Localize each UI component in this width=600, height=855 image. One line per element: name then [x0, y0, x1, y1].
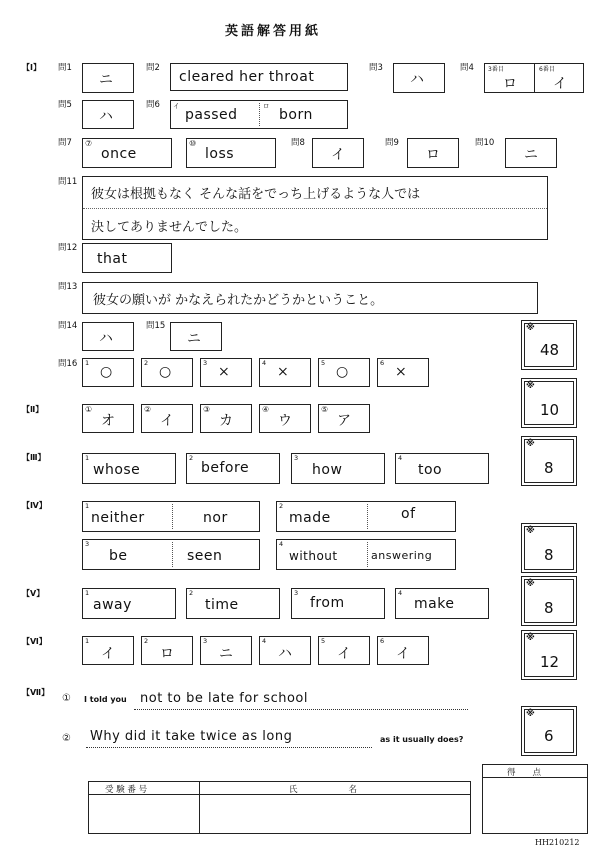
q8-answer: イ — [331, 147, 345, 163]
s2-answer-5: ア — [337, 413, 351, 429]
s6-answer-6: イ — [396, 646, 410, 662]
q2-answer-box[interactable] — [170, 63, 348, 91]
s6-answer-3: ニ — [219, 646, 233, 662]
section-5-label: 【Ⅴ】 — [22, 589, 45, 598]
s6-num-6: 6 — [380, 637, 385, 645]
s2-num-5: ⑤ — [321, 405, 329, 414]
total-score-header: 得 点 — [507, 768, 542, 778]
q16-answer-2: ○ — [159, 364, 172, 380]
score-value-5: 8 — [544, 599, 554, 617]
s7-answer-1: not to be late for school — [140, 691, 308, 706]
score-box-5[interactable] — [521, 576, 577, 626]
score-mark-5: ※ — [526, 579, 535, 589]
exam-number-header: 受 験 番 号 — [105, 785, 148, 795]
score-value-7: 6 — [544, 727, 554, 745]
s2-answer-box-5[interactable] — [318, 404, 370, 433]
q7-answer-1: once — [101, 146, 137, 162]
q6-num-2: ロ — [263, 102, 270, 110]
s5-answer-box-1[interactable] — [82, 588, 176, 619]
q8-answer-box[interactable] — [312, 138, 364, 168]
q7-num-1: ⑦ — [85, 139, 93, 148]
s5-answer-box-2[interactable] — [186, 588, 280, 619]
s4-answer-box-3[interactable] — [82, 539, 260, 570]
s2-num-2: ② — [144, 405, 152, 414]
s2-answer-box-2[interactable] — [141, 404, 193, 433]
s3-answer-1: whose — [93, 462, 141, 478]
q16-num-4: 4 — [262, 359, 267, 367]
score-box-2[interactable] — [521, 378, 577, 428]
q8-label: 問8 — [291, 138, 305, 148]
s5-num-3: 3 — [294, 589, 299, 597]
s6-answer-box-4[interactable] — [259, 636, 311, 665]
q1-answer: ニ — [99, 72, 113, 88]
s5-num-2: 2 — [189, 589, 194, 597]
s2-answer-3: カ — [219, 413, 233, 429]
q14-answer: ハ — [99, 331, 113, 347]
q2-answer: cleared her throat — [179, 69, 315, 85]
s3-answer-3: how — [312, 462, 343, 478]
s2-num-1: ① — [85, 405, 93, 414]
q11-line-1: 彼女は根拠もなく そんな話をでっち上げるような人では — [91, 187, 421, 202]
s2-num-3: ③ — [203, 405, 211, 414]
q16-answer-box-4[interactable] — [259, 358, 311, 387]
s6-answer-1: イ — [101, 646, 115, 662]
q11-label: 問11 — [58, 177, 78, 187]
score-box-3[interactable] — [521, 436, 577, 486]
name-field[interactable] — [200, 794, 470, 834]
q11-answer-box[interactable] — [82, 176, 548, 240]
q13-answer: 彼女の願いが かなえられたかどうかということ。 — [93, 293, 384, 308]
q2-label: 問2 — [146, 63, 160, 73]
q9-answer-box[interactable] — [407, 138, 459, 168]
q16-answer-4: × — [277, 364, 289, 380]
score-mark-6: ※ — [526, 633, 535, 643]
s3-num-2: 2 — [189, 454, 194, 462]
q12-answer: that — [97, 251, 128, 267]
s6-num-5: 5 — [321, 637, 326, 645]
q6-answer-1: passed — [185, 107, 238, 123]
q6-answer-box[interactable] — [170, 100, 348, 129]
q16-answer-box-6[interactable] — [377, 358, 429, 387]
score-box-1[interactable] — [521, 320, 577, 370]
q16-num-5: 5 — [321, 359, 326, 367]
q7-label: 問7 — [58, 138, 72, 148]
q16-answer-box-5[interactable] — [318, 358, 370, 387]
s5-num-4: 4 — [398, 589, 403, 597]
section-4-label: 【Ⅳ】 — [22, 501, 47, 510]
q12-label: 問12 — [58, 243, 78, 253]
q15-label: 問15 — [146, 321, 166, 331]
s2-answer-4: ウ — [278, 413, 292, 429]
s3-num-1: 1 — [85, 454, 90, 462]
s7-prefix-1: I told you — [84, 695, 127, 704]
q16-answer-5: ○ — [336, 364, 349, 380]
q1-label: 問1 — [58, 63, 72, 73]
q4-answer-2: イ — [553, 76, 567, 92]
s3-answer-box-3[interactable] — [291, 453, 385, 484]
s6-num-3: 3 — [203, 637, 208, 645]
q16-answer-3: × — [218, 364, 230, 380]
s3-answer-4: too — [418, 462, 443, 478]
section-6-label: 【Ⅵ】 — [22, 637, 47, 646]
s6-num-2: 2 — [144, 637, 149, 645]
q6-label: 問6 — [146, 100, 160, 110]
s7-answer-2: Why did it take twice as long — [90, 729, 293, 744]
s6-num-1: 1 — [85, 637, 90, 645]
s6-answer-4: ハ — [278, 646, 292, 662]
q13-answer-box[interactable] — [82, 282, 538, 314]
q15-answer-box[interactable] — [170, 322, 222, 351]
score-value-4: 8 — [544, 546, 554, 564]
s4-answer-1b: nor — [203, 510, 228, 526]
section-1-label: 【Ⅰ】 — [22, 63, 41, 72]
score-value-2: 10 — [540, 401, 560, 419]
s4-num-1: 1 — [85, 502, 90, 510]
score-mark-7: ※ — [526, 709, 535, 719]
s4-answer-1a: neither — [91, 510, 145, 526]
q3-answer: ハ — [410, 72, 424, 88]
s4-answer-2a: made — [289, 510, 331, 526]
total-score-box[interactable] — [482, 764, 588, 834]
s3-answer-2: before — [201, 460, 250, 476]
q14-answer-box[interactable] — [82, 322, 134, 351]
q7-answer-box-1[interactable] — [82, 138, 172, 168]
q16-num-1: 1 — [85, 359, 90, 367]
s6-answer-box-6[interactable] — [377, 636, 429, 665]
score-mark-2: ※ — [526, 381, 535, 391]
q7-answer-box-2[interactable] — [186, 138, 276, 168]
s4-num-4: 4 — [279, 540, 284, 548]
s2-answer-box-3[interactable] — [200, 404, 252, 433]
s6-answer-box-3[interactable] — [200, 636, 252, 665]
q5-answer-box[interactable] — [82, 100, 134, 129]
q10-answer: ニ — [524, 147, 538, 163]
s4-answer-3a: be — [109, 548, 128, 564]
s5-answer-box-4[interactable] — [395, 588, 489, 619]
s5-answer-4: make — [414, 596, 455, 612]
s7-answer-line-2[interactable] — [86, 747, 372, 748]
q7-answer-2: loss — [205, 146, 235, 162]
s2-num-4: ④ — [262, 405, 270, 414]
q12-answer-box[interactable] — [82, 243, 172, 273]
q1-answer-box[interactable] — [82, 63, 134, 93]
q16-num-3: 3 — [203, 359, 208, 367]
score-value-1: 48 — [540, 341, 560, 359]
score-mark-3: ※ — [526, 439, 535, 449]
q16-answer-box-1[interactable] — [82, 358, 134, 387]
q5-label: 問5 — [58, 100, 72, 110]
s6-num-4: 4 — [262, 637, 267, 645]
s5-answer-1: away — [93, 597, 132, 613]
s3-num-3: 3 — [294, 454, 299, 462]
s4-answer-box-1[interactable] — [82, 501, 260, 532]
form-code: HH210212 — [535, 838, 580, 847]
score-box-6[interactable] — [521, 630, 577, 680]
s7-suffix-2: as it usually does? — [380, 735, 464, 744]
q6-answer-2: born — [279, 107, 313, 123]
s6-answer-box-1[interactable] — [82, 636, 134, 665]
q16-label: 問16 — [58, 359, 78, 369]
score-box-7[interactable] — [521, 706, 577, 756]
s6-answer-box-5[interactable] — [318, 636, 370, 665]
q3-label: 問3 — [369, 63, 383, 73]
section-7-label: 【Ⅶ】 — [22, 688, 50, 697]
s4-answer-box-2[interactable] — [276, 501, 456, 532]
s5-answer-3: from — [310, 595, 345, 611]
q4-header-1: 3番目 — [488, 66, 504, 73]
q7-num-2: ⑩ — [189, 139, 197, 148]
q4-label: 問4 — [460, 63, 474, 73]
s4-num-3: 3 — [85, 540, 90, 548]
s5-answer-box-3[interactable] — [291, 588, 385, 619]
s5-num-1: 1 — [85, 589, 90, 597]
q10-label: 問10 — [475, 138, 495, 148]
s6-answer-box-2[interactable] — [141, 636, 193, 665]
name-header: 氏 名 — [289, 785, 358, 795]
s4-answer-4a: without — [289, 549, 338, 563]
score-mark-4: ※ — [526, 526, 535, 536]
s5-answer-2: time — [205, 597, 239, 613]
q5-answer: ハ — [99, 109, 113, 125]
s6-answer-2: ロ — [160, 646, 174, 662]
q10-answer-box[interactable] — [505, 138, 557, 168]
score-value-3: 8 — [544, 459, 554, 477]
s7-num-1: ① — [62, 693, 71, 704]
s4-answer-box-4[interactable] — [276, 539, 456, 570]
q11-line-2: 決してありませんでした。 — [91, 220, 248, 235]
q16-answer-box-3[interactable] — [200, 358, 252, 387]
s4-answer-4b: answering — [371, 549, 433, 562]
s2-answer-1: オ — [101, 413, 115, 429]
s4-num-2: 2 — [279, 502, 284, 510]
q9-label: 問9 — [385, 138, 399, 148]
s3-answer-box-4[interactable] — [395, 453, 489, 484]
q16-num-2: 2 — [144, 359, 149, 367]
s7-num-2: ② — [62, 733, 71, 744]
q13-label: 問13 — [58, 282, 78, 292]
q6-num-1: イ — [173, 102, 180, 110]
q4-answer-box[interactable] — [484, 63, 584, 93]
q9-answer: ロ — [426, 147, 440, 163]
s2-answer-box-4[interactable] — [259, 404, 311, 433]
q4-header-2: 6番目 — [539, 66, 555, 73]
s3-answer-box-2[interactable] — [186, 453, 280, 484]
q4-answer-1: ロ — [503, 76, 517, 92]
s6-answer-5: イ — [337, 646, 351, 662]
q16-num-6: 6 — [380, 359, 385, 367]
section-2-label: 【Ⅱ】 — [22, 405, 44, 414]
q15-answer: ニ — [187, 331, 201, 347]
q16-answer-box-2[interactable] — [141, 358, 193, 387]
s2-answer-box-1[interactable] — [82, 404, 134, 433]
score-box-4[interactable] — [521, 523, 577, 573]
s4-answer-3b: seen — [187, 548, 223, 564]
s3-answer-box-1[interactable] — [82, 453, 176, 484]
q14-label: 問14 — [58, 321, 78, 331]
q3-answer-box[interactable] — [393, 63, 445, 93]
s4-answer-2b: of — [401, 506, 416, 522]
q16-answer-6: × — [395, 364, 407, 380]
section-3-label: 【Ⅲ】 — [22, 453, 46, 462]
page-title: 英語解答用紙 — [225, 24, 322, 39]
q16-answer-1: ○ — [100, 364, 113, 380]
score-value-6: 12 — [540, 653, 560, 671]
score-mark-1: ※ — [526, 323, 535, 333]
s2-answer-2: イ — [160, 413, 174, 429]
exam-number-field[interactable] — [88, 794, 198, 834]
s3-num-4: 4 — [398, 454, 403, 462]
s7-answer-line-1[interactable] — [134, 709, 468, 710]
